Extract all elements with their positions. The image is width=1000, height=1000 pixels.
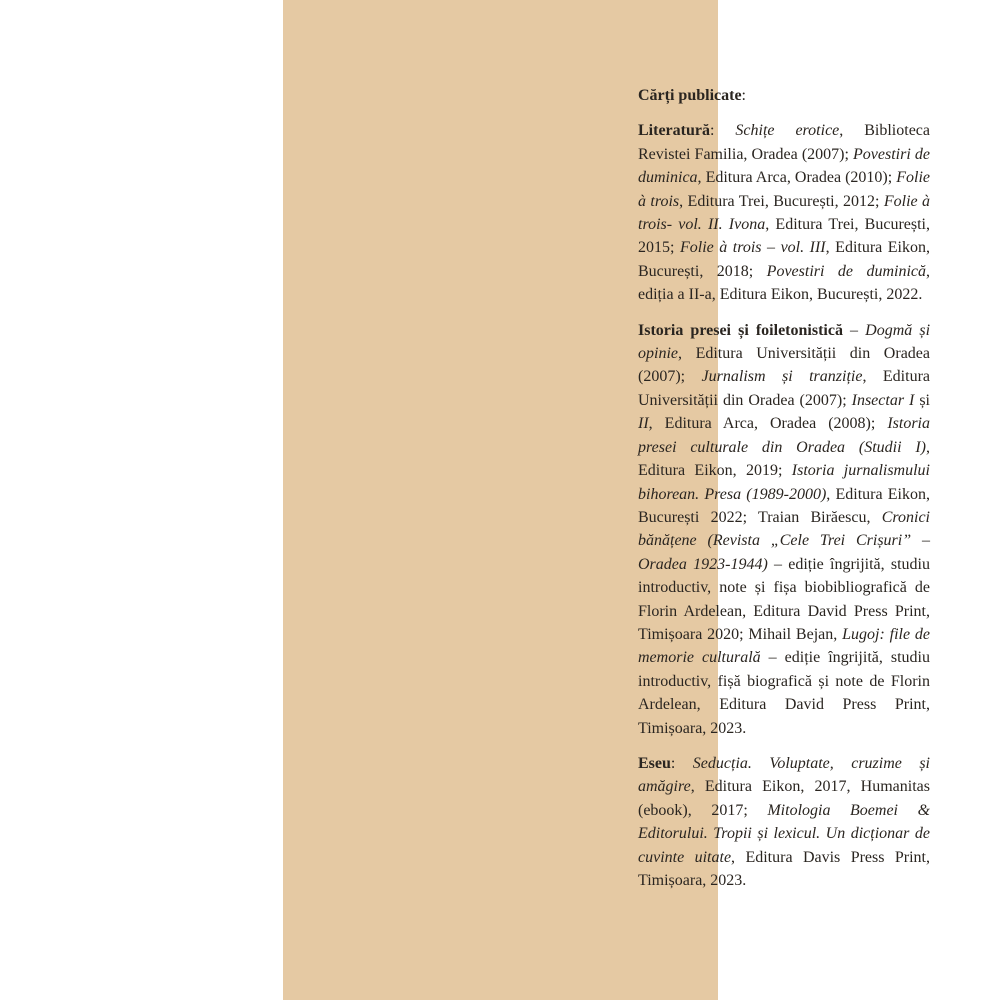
heading-colon: : [741,87,746,104]
book-title: Povestiri de duminica [638,145,931,187]
book-title: II [638,415,649,433]
publication-details: , Editura Arca, Oradea (2010); [697,169,897,187]
heading-title: Cărți publicate [638,87,742,104]
bibliography-sections [638,119,930,892]
publication-details: , Editura Trei, București, 2012; [679,192,884,210]
book-title: Schițe erotice [735,122,840,140]
bibliography-section [638,752,930,892]
publication-details: , Editura Eikon, București, 2018; [638,239,930,280]
book-title: Folie à trois – vol. III [679,239,826,257]
book-title: Mitologia Boemei & Editorului. Tropii și lexicul. Un dicționar de cuvinte uitate [638,801,931,866]
publication-details: , Editura Arca, Oradea (2008); [648,415,888,433]
section-separator: : [670,754,693,772]
book-flap [283,0,931,1000]
publication-details: , Editura Eikon, 2019; [638,438,930,480]
book-title: Cronici bănățene (Revista „Cele Trei Crișuri” – Oradea 1923-1944) [638,508,930,573]
bibliography-text [638,84,930,904]
publication-details: , Editura Trei, București, 2015; [638,216,930,257]
book-title: Istoria jurnalismului bihorean. Presa (1989-2000) [638,462,931,503]
book-title: Folie à trois [638,169,930,210]
section-separator: : [709,122,736,140]
book-title: Jurnalism și tranziție [701,368,863,386]
bibliography-heading [638,84,930,107]
publication-details: – ediție îngrijită, studiu introductiv, fișă biografică și note de Florin Ardelean, Editura David Press Print, Timișoara, 2023. [638,649,930,737]
section-separator: – [842,321,866,339]
book-title: Dogmă și opinie [638,321,931,363]
section-label: Eseu [638,754,671,772]
bibliography-section [638,319,930,740]
book-title: Folie à trois- vol. II. Ivona [638,192,931,234]
bibliography-section [638,119,930,306]
publication-details: – ediție îngrijită, studiu introductiv, note și fișa biobibliografică de Florin Ardelean, Editura David Press Print, Timișoara 2020; Mihail Bejan, [638,555,931,643]
book-title: Lugoj: file de memorie culturală [638,625,931,667]
publication-details: , Editura Universității din Oradea (2007); [638,345,930,386]
section-label: Literatură [638,122,710,140]
book-title: Seducția. Voluptate, cruzime și amăgire [638,754,930,796]
section-label: Istoria presei și foiletonistică [638,321,843,339]
book-title: Insectar I [851,391,915,409]
publication-details: , Biblioteca Revistei Familia, Oradea (2007); [638,122,930,163]
publication-details: , Editura Davis Press Print, Timișoara, 2023. [638,848,930,889]
publication-details: și [914,391,931,409]
book-title: Povestiri de duminică [766,262,926,280]
publication-details: , Editura Eikon, București 2022; Traian Birăescu, [638,485,930,526]
publication-details: , ediția a II-a, Editura Eikon, București, 2022. [638,262,930,304]
publication-details: , Editura Eikon, 2017, Humanitas (ebook), 2017; [638,778,930,819]
publication-details: , Editura Universității din Oradea (2007); [638,368,930,409]
book-title: Istoria presei culturale din Oradea (Studii I) [638,415,930,456]
